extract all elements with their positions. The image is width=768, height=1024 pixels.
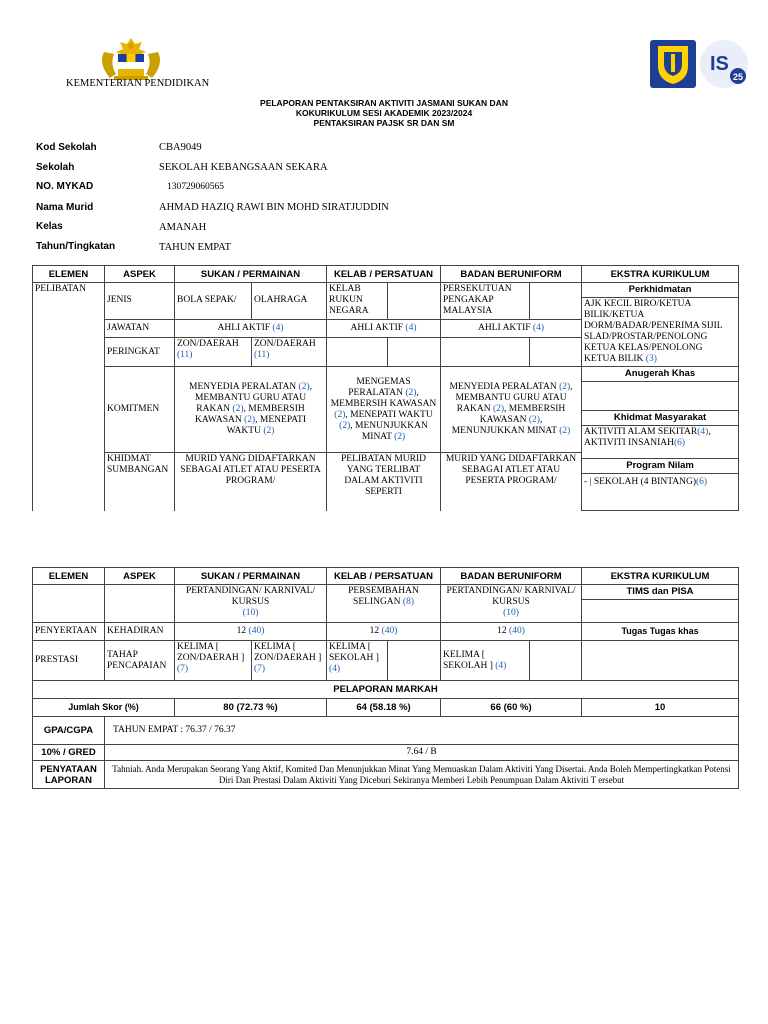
ekstra-perkhidmatan-cell — [582, 283, 739, 367]
pertandingan-kelab-value: PERSEMBAHAN SELINGAN — [348, 586, 419, 607]
tahun-value: TAHUN EMPAT — [159, 242, 231, 253]
komitmen-kelab-item: MENEPATI WAKTU — [347, 409, 433, 420]
komitmen-sep: , — [309, 382, 312, 392]
komitmen-points: (2) — [405, 387, 417, 398]
prestasi-kelab-a — [327, 641, 388, 681]
pertandingan-kelab — [327, 585, 441, 623]
kehadiran-kelab-points: (40) — [381, 626, 398, 636]
pelaporan-markah-header: PELAPORAN MARKAH — [33, 681, 739, 699]
row-pertandingan — [33, 585, 739, 623]
nilam-value: - | SEKOLAH (4 BINTANG) — [584, 477, 696, 487]
penyertaan-table — [32, 567, 739, 789]
jenis-badan-b — [530, 283, 582, 320]
col-sukan: SUKAN / PERMAINAN — [175, 568, 327, 585]
gred-value: 7.64 / B — [105, 745, 739, 761]
komitmen-sukan-item: MEMBERSIH KAWASAN — [194, 404, 305, 425]
svg-text:IS: IS — [710, 53, 729, 75]
prestasi-kelab-b — [388, 641, 441, 681]
komitmen-badan-item: MEMBERSIH KAWASAN — [479, 404, 566, 425]
jumlah-skor-label: Jumlah Skor (%) — [33, 699, 175, 717]
komitmen-sep: , — [416, 387, 419, 398]
aspek-kehadiran: KEHADIRAN — [105, 623, 175, 641]
anugerah-value — [582, 382, 738, 411]
pertandingan-elemen — [33, 585, 105, 623]
sekolah-value: SEKOLAH KEBANGSAAN SEKARA — [159, 162, 328, 173]
komitmen-points: (2) — [559, 382, 571, 392]
pertandingan-sukan — [175, 585, 327, 623]
peringkat-sukan-a-points: (11) — [177, 350, 193, 361]
jumlah-kelab: 64 (58.18 %) — [327, 699, 441, 717]
col-elemen: ELEMEN — [33, 266, 105, 283]
aspek-tahap-pencapaian: TAHAP PENCAPAIAN — [105, 641, 175, 681]
komitmen-points: (2) — [559, 426, 571, 436]
prestasi-badan-a-points: (4) — [495, 660, 507, 671]
title-line-1: PELAPORAN PENTAKSIRAN AKTIVITI JASMANI SUKAN DAN — [260, 98, 508, 108]
mykad-value: 130729060565 — [167, 182, 224, 192]
malaysia-coat-of-arms-logo — [96, 34, 166, 82]
col-kelab: KELAB / PERSATUAN — [327, 568, 441, 585]
tims-cell — [582, 585, 739, 623]
col-elemen: ELEMEN — [33, 568, 105, 585]
peringkat-sukan-b-points: (11) — [254, 350, 270, 361]
komitmen-points: (2) — [263, 426, 275, 436]
col-ekstra: EKSTRA KURIKULUM — [582, 568, 739, 585]
perkhidmatan-text — [582, 298, 738, 366]
komitmen-sukan-item: MEMBANTU GURU ATAU RAKAN — [194, 393, 307, 414]
komitmen-sukan-item: MENEPATI WAKTU — [226, 415, 307, 436]
row-penyertaan — [33, 623, 739, 641]
ekstra-lower-cell — [582, 367, 739, 511]
komitmen-kelab-item: MENGEMAS PERALATAN — [348, 376, 411, 398]
kod-sekolah-value: CBA9049 — [159, 142, 202, 153]
aspek-komitmen: KOMITMEN — [105, 367, 175, 453]
jenis-kelab-b — [388, 283, 441, 320]
komitmen-sep: , — [243, 404, 246, 414]
komitmen-sep: , — [539, 415, 543, 425]
komitmen-points: (2) — [334, 409, 346, 420]
komitmen-sep: , — [255, 415, 258, 425]
komitmen-points: (2) — [298, 382, 310, 392]
jawatan-sukan-points: (4) — [272, 323, 284, 334]
jawatan-kelab-points: (4) — [405, 323, 417, 334]
khidmat-masyarakat-header: Khidmat Masyarakat — [582, 411, 738, 426]
prestasi-sukan-b — [252, 641, 327, 681]
perkhidmatan-value: AJK KECIL BIRO/KETUA BILIK/KETUA DORM/BADAR/PENERIMA SIJIL SLAD/PROSTAR/PENOLONG KETUA KELAS/PENOLONG KETUA BILIK — [584, 299, 723, 364]
komitmen-badan-item: MEMBANTU GURU ATAU RAKAN — [455, 393, 567, 414]
jawatan-sukan — [175, 319, 327, 337]
peringkat-kelab-a — [327, 338, 388, 367]
prestasi-badan-a-value: KELIMA [ SEKOLAH ] — [443, 649, 493, 671]
laporan-label: PENYATAAN LAPORAN — [33, 761, 105, 789]
col-aspek: ASPEK — [105, 568, 175, 585]
gpa-value: TAHUN EMPAT : 76.37 / 76.37 — [105, 717, 739, 745]
title-line-3: PENTAKSIRAN PAJSK SR DAN SM — [313, 118, 455, 128]
tahun-label: Tahun/Tingkatan — [36, 241, 116, 252]
pertandingan-sukan-value: PERTANDINGAN/ KARNIVAL/ KURSUS — [185, 586, 316, 607]
school-logos — [650, 36, 750, 92]
prestasi-kelab-a-points: (4) — [329, 664, 341, 674]
komitmen-points: (2) — [232, 404, 244, 414]
khidmat-a-value: AKTIVITI ALAM SEKITAR — [584, 427, 698, 437]
col-ekstra: EKSTRA KURIKULUM — [582, 266, 739, 283]
jenis-sukan-a: BOLA SEPAK/ — [175, 283, 252, 320]
komitmen-badan-item: MENYEDIA PERALATAN — [449, 382, 560, 392]
peringkat-sukan-b — [252, 338, 327, 367]
kehadiran-badan — [441, 623, 582, 641]
nama-value: AHMAD HAZIQ RAWI BIN MOHD SIRATJUDDIN — [159, 202, 389, 213]
prestasi-sukan-b-value: KELIMA [ ZON/DAERAH ] — [254, 642, 322, 663]
khidmat-badan: MURID YANG DIDAFTARKAN SEBAGAI ATLET ATAU PESERTA PROGRAM/ — [441, 453, 582, 511]
komitmen-sukan-item: MENYEDIA PERALATAN — [189, 382, 299, 392]
table2-header-row — [33, 568, 739, 585]
jawatan-kelab — [327, 319, 441, 337]
komitmen-points: (2) — [394, 431, 406, 442]
sekolah-label: Sekolah — [36, 162, 75, 173]
kehadiran-badan-points: (40) — [509, 626, 525, 636]
khidmat-kelab: PELIBATAN MURID YANG TERLIBAT DALAM AKTIVITI SEPERTI — [327, 453, 441, 511]
peringkat-badan-b — [530, 338, 582, 367]
row-jenis — [33, 283, 739, 320]
jawatan-badan — [441, 319, 582, 337]
peringkat-sukan-a-value: ZON/DAERAH — [177, 339, 239, 350]
program-nilam-header: Program Nilam — [582, 459, 738, 474]
row-gred — [33, 745, 739, 761]
row-jumlah-skor — [33, 699, 739, 717]
table1-header-row — [33, 266, 739, 283]
report-title — [160, 98, 608, 128]
jawatan-kelab-value: AHLI AKTIF — [350, 323, 404, 334]
nilam-points: (6) — [696, 477, 708, 487]
komitmen-badan — [441, 367, 582, 453]
title-line-2: KOKURIKULUM SESI AKADEMIK 2023/2024 — [295, 108, 473, 118]
pertandingan-aspek — [105, 585, 175, 623]
ministry-name: KEMENTERIAN PENDIDIKAN — [66, 78, 210, 89]
kehadiran-sukan-points: (40) — [248, 626, 265, 636]
pertandingan-badan — [441, 585, 582, 623]
komitmen-kelab — [327, 367, 441, 453]
jenis-sukan-b: OLAHRAGA — [252, 283, 327, 320]
kehadiran-badan-value: 12 — [497, 626, 507, 636]
kehadiran-sukan-value: 12 — [236, 626, 247, 636]
prestasi-sukan-a-points: (7) — [177, 664, 189, 674]
komitmen-sep: , — [504, 404, 507, 414]
kod-sekolah-label: Kod Sekolah — [36, 142, 97, 153]
prestasi-ekstra — [582, 641, 739, 681]
aspek-khidmat: KHIDMAT SUMBANGAN — [105, 453, 175, 511]
tugas-khas-header: Tugas Tugas khas — [582, 623, 739, 641]
komitmen-points: (2) — [492, 404, 505, 414]
jenis-badan-a: PERSEKUTUAN PENGAKAP MALAYSIA — [441, 283, 530, 320]
pertandingan-badan-points: (10) — [503, 608, 519, 618]
aspek-peringkat: PERINGKAT — [105, 338, 175, 367]
row-laporan — [33, 761, 739, 789]
perkhidmatan-header: Perkhidmatan — [582, 283, 738, 298]
khidmat-b-points: (6) — [674, 438, 686, 448]
komitmen-sep: , — [350, 420, 353, 431]
col-badan: BADAN BERUNIFORM — [441, 568, 582, 585]
komitmen-sep: , — [345, 409, 348, 420]
laporan-text: Tahniah. Anda Merupakan Seorang Yang Aktif, Komited Dan Menunjukkan Minat Yang Memuaskan Dalam Aktiviti Yang Disertai. Anda Boleh Mempertingkatkan Potensi Diri Dan Prestasi Dalam Aktiviti Yang Diceburi Sekiranya Memberi Lebih Penumpuan Dalam Aktiviti T ersebut — [105, 761, 739, 789]
jumlah-badan: 66 (60 %) — [441, 699, 582, 717]
kehadiran-kelab-value: 12 — [369, 626, 380, 636]
khidmat-b-value: , AKTIVITI INSANIAH — [584, 427, 711, 448]
program-nilam-text — [582, 474, 738, 491]
jenis-kelab-a: KELAB RUKUN NEGARA — [327, 283, 388, 320]
mykad-label: NO. MYKAD — [36, 181, 94, 192]
row-komitmen — [33, 367, 739, 453]
anniversary-badge: 25 — [733, 72, 744, 82]
khidmat-a-points: (4) — [697, 427, 709, 437]
row-pelaporan-header — [33, 681, 739, 699]
prestasi-badan-a — [441, 641, 530, 681]
kelas-value: AMANAH — [159, 222, 207, 233]
col-aspek: ASPEK — [105, 266, 175, 283]
prestasi-sukan-b-points: (7) — [254, 664, 266, 674]
komitmen-badan-item: MENUNJUKKAN MINAT — [451, 426, 560, 436]
pertandingan-badan-value: PERTANDINGAN/ KARNIVAL/ KURSUS — [446, 586, 576, 607]
prestasi-badan-b — [530, 641, 582, 681]
aspek-jawatan: JAWATAN — [105, 319, 175, 337]
col-sukan: SUKAN / PERMAINAN — [175, 266, 327, 283]
elemen-penyertaan: PENYERTAAN — [33, 623, 105, 641]
komitmen-points: (2) — [339, 420, 351, 431]
kehadiran-kelab — [327, 623, 441, 641]
gpa-label: GPA/CGPA — [33, 717, 105, 745]
aspek-jenis: JENIS — [105, 283, 175, 320]
komitmen-sep: , — [570, 382, 573, 392]
gred-label: 10% / GRED — [33, 745, 105, 761]
jumlah-ekstra: 10 — [582, 699, 739, 717]
peringkat-sukan-b-value: ZON/DAERAH — [254, 339, 316, 350]
komitmen-kelab-item: MENUNJUKKAN MINAT — [352, 420, 428, 442]
row-prestasi — [33, 641, 739, 681]
peringkat-sukan-a — [175, 338, 252, 367]
pertandingan-sukan-points: (10) — [242, 608, 259, 618]
pelibatan-table — [32, 265, 739, 511]
jumlah-sukan: 80 (72.73 %) — [175, 699, 327, 717]
perkhidmatan-points: (3) — [645, 354, 657, 364]
peringkat-badan-a — [441, 338, 530, 367]
anugerah-header: Anugerah Khas — [582, 367, 738, 382]
row-gpa — [33, 717, 739, 745]
khidmat-masyarakat-text — [582, 426, 738, 459]
kelas-label: Kelas — [36, 221, 63, 232]
col-kelab: KELAB / PERSATUAN — [327, 266, 441, 283]
elemen-prestasi: PRESTASI — [33, 641, 105, 681]
jawatan-badan-points: (4) — [532, 323, 544, 334]
peringkat-kelab-b — [388, 338, 441, 367]
col-badan: BADAN BERUNIFORM — [441, 266, 582, 283]
nama-label: Nama Murid — [36, 202, 94, 213]
jawatan-sukan-value: AHLI AKTIF — [217, 323, 271, 334]
komitmen-kelab-item: MEMBERSIH KAWASAN — [330, 398, 437, 409]
pertandingan-kelab-points: (8) — [402, 597, 414, 607]
khidmat-sukan: MURID YANG DIDAFTARKAN SEBAGAI ATLET ATAU PESERTA PROGRAM/ — [175, 453, 327, 511]
komitmen-points: (2) — [244, 415, 256, 425]
elemen-pelibatan: PELIBATAN — [33, 283, 105, 511]
kehadiran-sukan — [175, 623, 327, 641]
komitmen-sukan — [175, 367, 327, 453]
tims-header: TIMS dan PISA — [582, 585, 738, 600]
prestasi-sukan-a-value: KELIMA [ ZON/DAERAH ] — [177, 642, 245, 663]
prestasi-kelab-a-value: KELIMA [ SEKOLAH ] — [329, 642, 379, 663]
prestasi-sukan-a — [175, 641, 252, 681]
komitmen-points: (2) — [528, 415, 540, 425]
jawatan-badan-value: AHLI AKTIF — [478, 323, 531, 334]
